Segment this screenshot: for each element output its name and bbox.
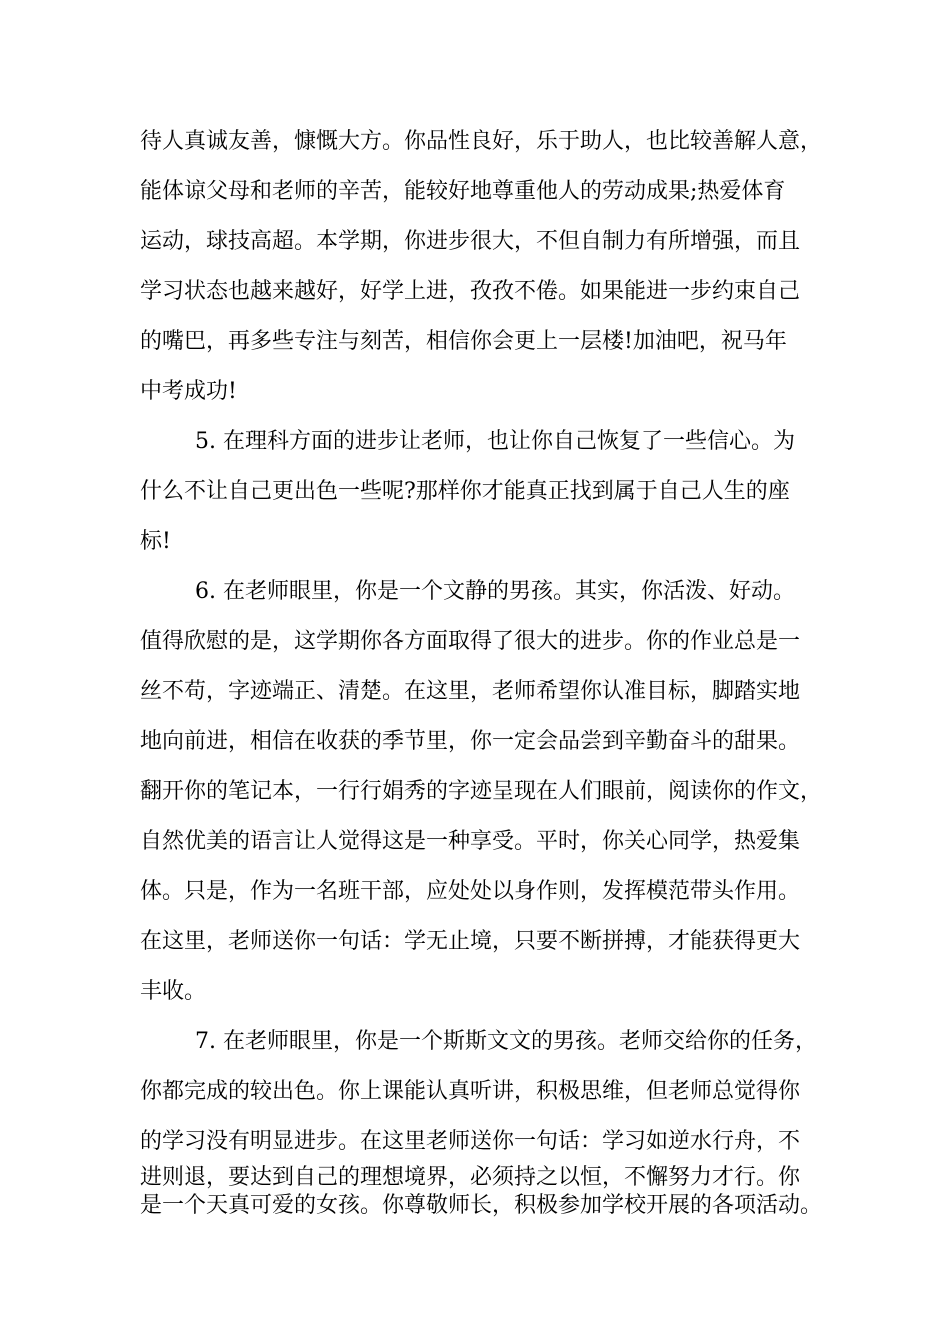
paragraph-7-first-line: 7. 在老师眼里，你是一个斯斯文文的男孩。老师交给你的任务， (195, 1029, 817, 1054)
text-line: 自然优美的语言让人觉得这是一种享受。平时，你关心同学，热爱集 (140, 829, 801, 854)
text-line: 的嘴巴，再多些专注与刻苦，相信你会更上一层楼!加油吧，祝马年 (140, 329, 787, 354)
paragraph-6-first-line: 6. 在老师眼里，你是一个文静的男孩。其实，你活泼、好动。 (195, 579, 795, 604)
text-line: 进则退，要达到自己的理想境界，必须持之以恒，不懈努力才行。你 (140, 1165, 801, 1190)
text-line: 运动，球技高超。本学期，你进步很大，不但自制力有所增强，而且 (140, 229, 801, 254)
text-line: 学习状态也越来越好，好学上进，孜孜不倦。如果能进一步约束自己 (140, 279, 801, 304)
text-line: 是一个天真可爱的女孩。你尊敬师长，积极参加学校开展的各项活动。 (140, 1193, 823, 1218)
text-line: 值得欣慰的是，这学期你各方面取得了很大的进步。你的作业总是一 (140, 629, 801, 654)
text-line: 地向前进，相信在收获的季节里，你一定会品尝到辛勤奋斗的甜果。 (140, 729, 801, 754)
text-line: 能体谅父母和老师的辛苦，能较好地尊重他人的劳动成果;热爱体育 (140, 179, 786, 204)
paragraph-5-first-line: 5. 在理科方面的进步让老师，也让你自己恢复了一些信心。为 (195, 429, 795, 454)
text-line: 什么不让自己更出色一些呢?那样你才能真正找到属于自己人生的座 (140, 479, 790, 504)
text-line: 你都完成的较出色。你上课能认真听讲，积极思维，但老师总觉得你 (140, 1079, 801, 1104)
text-line: 丰收。 (140, 979, 207, 1004)
text-line: 的学习没有明显进步。在这里老师送你一句话：学习如逆水行舟，不 (140, 1129, 801, 1154)
text-line: 待人真诚友善，慷慨大方。你品性良好，乐于助人，也比较善解人意， (140, 129, 823, 154)
text-line: 中考成功! (140, 379, 237, 404)
text-line: 在这里，老师送你一句话：学无止境，只要不断拼搏，才能获得更大 (140, 929, 801, 954)
text-line: 标! (140, 529, 171, 554)
text-line: 翻开你的笔记本，一行行娟秀的字迹呈现在人们眼前，阅读你的作文， (140, 779, 823, 804)
text-line: 体。只是，作为一名班干部，应处处以身作则，发挥模范带头作用。 (140, 879, 801, 904)
text-line: 丝不苟，字迹端正、清楚。在这里，老师希望你认准目标，脚踏实地 (140, 679, 801, 704)
